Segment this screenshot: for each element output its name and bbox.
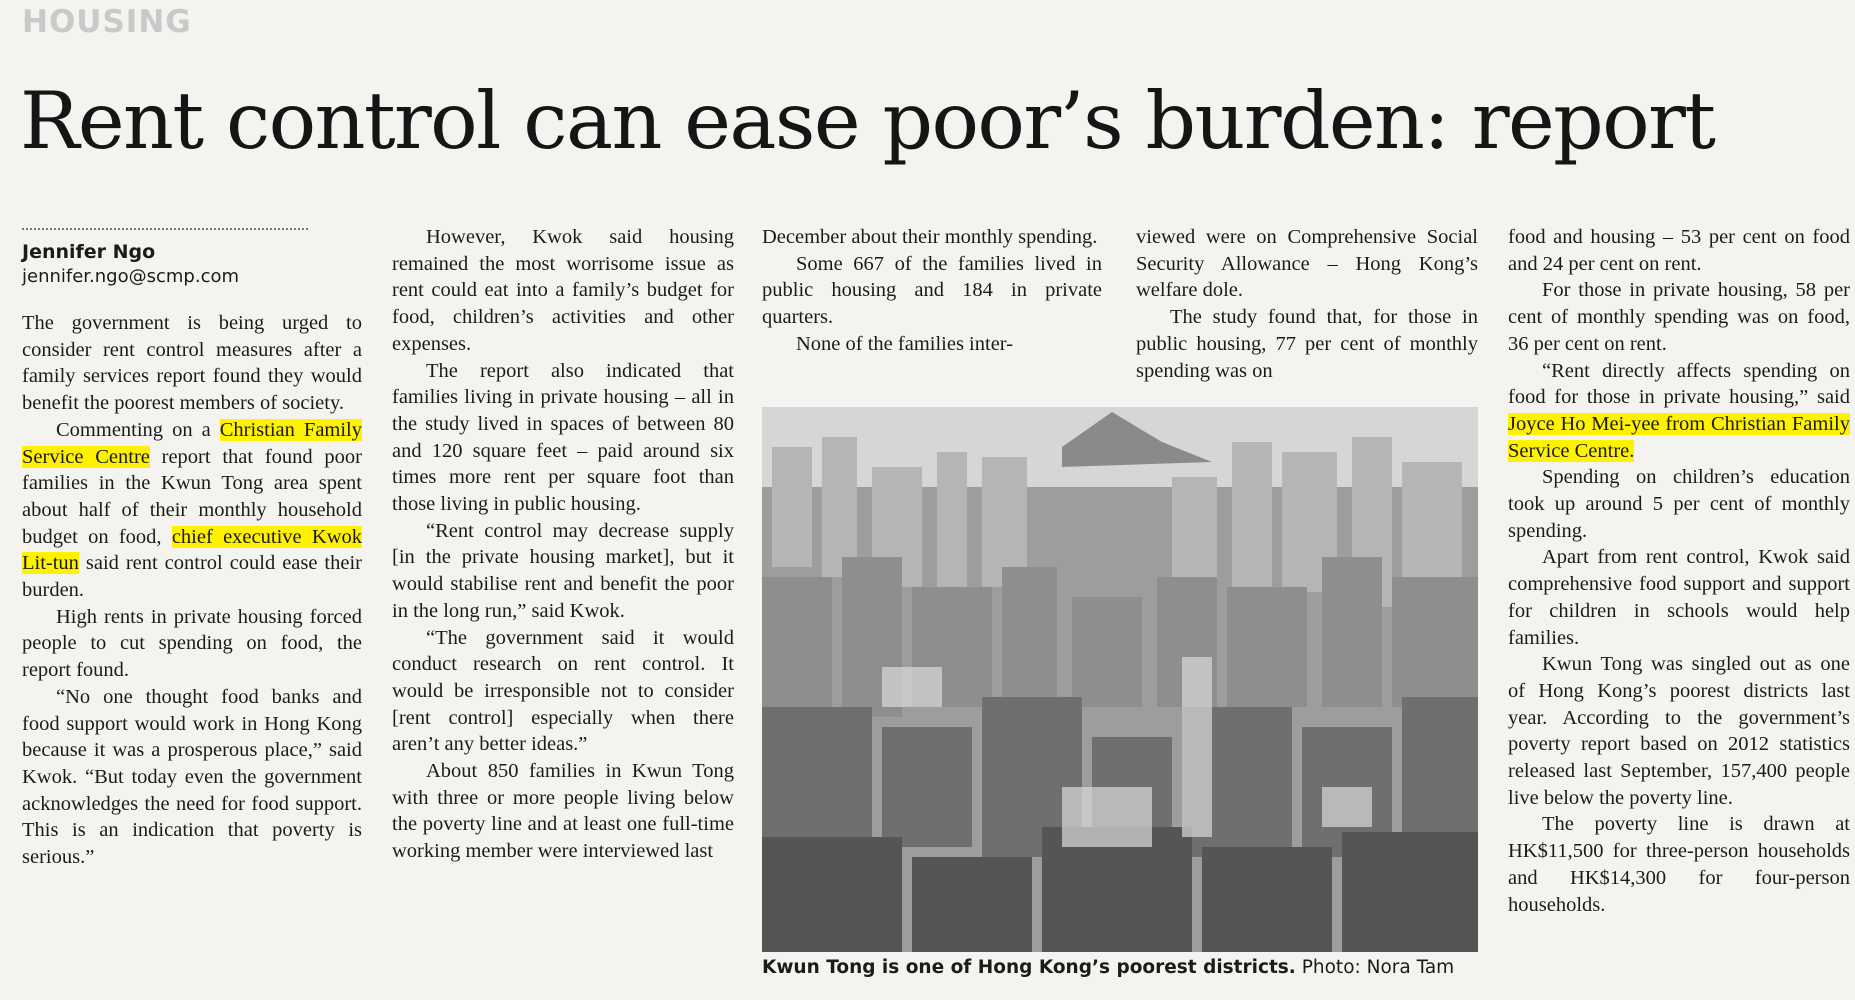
byline-divider xyxy=(22,228,308,230)
paragraph: food and housing – 53 per cent on food and 24 per cent on rent. xyxy=(1508,226,1850,275)
column-5 xyxy=(1508,224,1850,918)
paragraph xyxy=(22,417,362,604)
photo-caption xyxy=(762,956,1478,980)
text-run: “Rent directly affects spending on food for those in private housing,” said xyxy=(1508,359,1850,409)
paragraph: However, Kwok said housing remained the most worrisome issue as rent could eat into a family’s budget for food, children’s activities and other expenses. xyxy=(392,226,734,355)
paragraph: High rents in private housing forced people to cut spending on food, the report found. xyxy=(22,605,362,682)
highlighted-text: Christian Family Service Centre xyxy=(22,418,363,468)
text-run: said rent control could ease their burden. xyxy=(22,552,362,602)
caption-text: Kwun Tong is one of Hong Kong’s poorest districts. xyxy=(762,957,1296,978)
paragraph: Some 667 of the families lived in public housing and 184 in private quarters. xyxy=(762,252,1102,329)
text-run: report that found poor families in the Kwun Tong area spent about half of their monthly household budget on food, xyxy=(22,445,362,548)
paragraph: For those in private housing, 58 per cent of monthly spending was on food, 36 per cent on rent. xyxy=(1508,279,1850,355)
headline: Rent control can ease poor’s burden: report xyxy=(20,75,1715,167)
column-2 xyxy=(392,224,734,865)
cityscape-illustration xyxy=(762,407,1478,952)
paragraph: The study found that, for those in public housing, 77 per cent of monthly spending was on xyxy=(1136,306,1478,382)
paragraph: December about their monthly spending. xyxy=(762,226,1098,248)
paragraph: The government is being urged to consider rent control measures after a family services report found they would benefit the poorest members of society. xyxy=(22,312,362,415)
paragraph: About 850 families in Kwun Tong with three or more people living below the poverty line and at least one full-time working member were interviewed last xyxy=(392,760,734,863)
paragraph xyxy=(1508,358,1850,465)
paragraph: None of the families inter- xyxy=(796,332,1014,355)
paragraph: “The government said it would conduct research on rent control. It would be irresponsible not to consider [rent control] especially when there aren’t any better ideas.” xyxy=(392,626,734,756)
highlighted-text: Joyce Ho Mei-yee from Christian Family Service Centre. xyxy=(1508,412,1850,462)
byline-email[interactable]: jennifer.ngo@scmp.com xyxy=(22,266,240,287)
paragraph: Kwun Tong was singled out as one of Hong Kong’s poorest districts last year. According to the government’s poverty report based on 2012 statistics released last September, 157,400 people live below the poverty line. xyxy=(1508,653,1850,809)
paragraph: “No one thought food banks and food support would work in Hong Kong because it was a prosperous place,” said Kwok. “But today even the government acknowledges the need for food support. This is an indication that poverty is serious.” xyxy=(22,685,362,869)
column-1 xyxy=(22,220,362,871)
paragraph: Spending on children’s education took up around 5 per cent of monthly spending. xyxy=(1508,466,1850,542)
photo-credit: Photo: Nora Tam xyxy=(1301,957,1455,978)
column-3 xyxy=(762,224,1102,358)
paragraph: viewed were on Comprehensive Social Security Allowance – Hong Kong’s welfare dole. xyxy=(1136,226,1478,302)
text-run: Commenting on a xyxy=(56,418,220,441)
section-label: HOUSING xyxy=(22,4,192,40)
paragraph: The poverty line is drawn at HK$11,500 for three-person households and HK$14,300 for four-person households. xyxy=(1508,813,1850,916)
column-4 xyxy=(1136,224,1478,384)
byline-author: Jennifer Ngo xyxy=(22,241,156,263)
news-photo xyxy=(762,407,1478,952)
paragraph: Apart from rent control, Kwok said comprehensive food support and support for children in schools would help families. xyxy=(1508,546,1850,649)
paragraph: The report also indicated that families living in private housing – all in the study lived in spaces of between 80 and 120 square feet – paid around six times more rent per square foot than those living in public housing. xyxy=(392,359,734,516)
paragraph: “Rent control may decrease supply [in the private housing market], but it would stabilise rent and benefit the poor in the long run,” said Kwok. xyxy=(392,519,734,622)
highlighted-text: chief executive Kwok Lit-tun xyxy=(22,525,362,575)
